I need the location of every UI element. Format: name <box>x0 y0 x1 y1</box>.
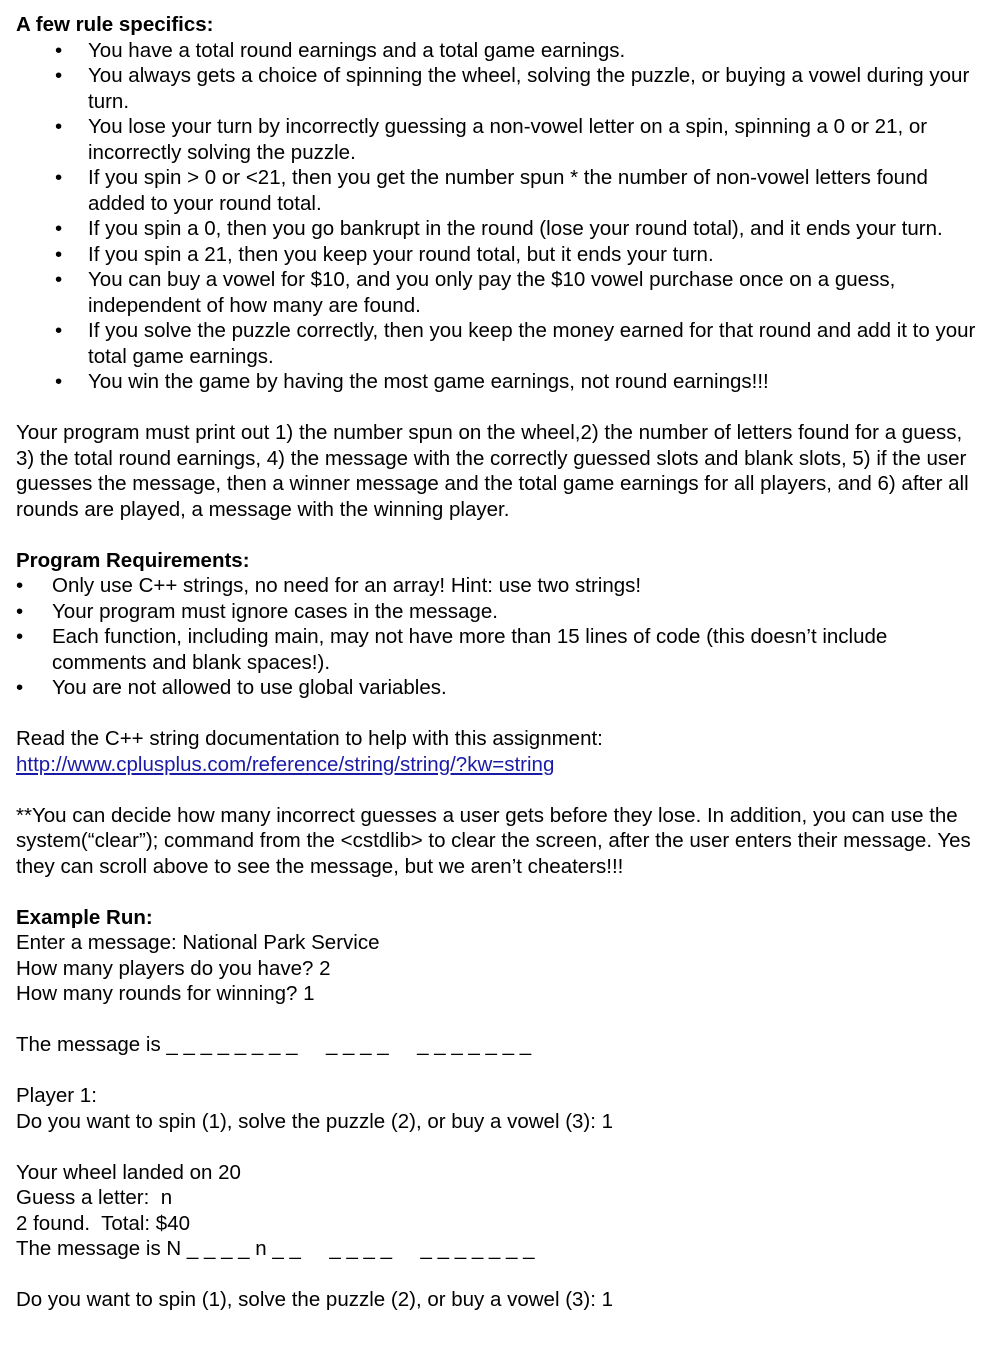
example-line: How many players do you have? 2 <box>16 956 331 980</box>
rule-item: • You have a total round earnings and a total game earnings. <box>16 38 976 64</box>
example-prompt: Do you want to spin (1), solve the puzzle (2), or buy a vowel (3): 1 <box>16 1288 614 1311</box>
rule-item: • If you solve the puzzle correctly, then you keep the money earned for that round and add it to your total game earnings. <box>16 318 976 369</box>
message-line: The message is N _ _ _ _ n _ _ _ _ _ _ _ _ _ _ _ _ _ <box>16 1237 535 1260</box>
rules-list <box>16 38 976 395</box>
document-page <box>16 12 976 1313</box>
example-line: How many rounds for winning? 1 <box>16 982 315 1005</box>
example-heading: Example Run: <box>16 905 153 929</box>
player-label: Player 1: <box>16 1084 97 1107</box>
rule-item: • You always gets a choice of spinning the wheel, solving the puzzle, or buying a vowel during your turn. <box>16 63 976 114</box>
docs-link[interactable]: http://www.cplusplus.com/reference/string/string/?kw=string <box>16 752 555 776</box>
requirements-heading: Program Requirements: <box>16 548 250 572</box>
requirement-item: • You are not allowed to use global variables. <box>16 675 976 701</box>
example-prompt: Do you want to spin (1), solve the puzzle (2), or buy a vowel (3): 1 <box>16 1109 614 1133</box>
rule-item: • You can buy a vowel for $10, and you only pay the $10 vowel purchase once on a guess, independent of how many are found. <box>16 267 976 318</box>
note-paragraph: **You can decide how many incorrect guesses a user gets before they lose. In addition, you can use the system(“clear”); command from the <cstdlib> to clear the screen, after the user enters their message. Yes they can scroll above to see the message, but we aren’t cheaters!!! <box>16 803 971 878</box>
docs-text: Read the C++ string documentation to help with this assignment: <box>16 727 603 750</box>
rule-item: • If you spin > 0 or <21, then you get the number spun * the number of non-vowel letters found added to your round total. <box>16 165 976 216</box>
requirement-item: • Each function, including main, may not have more than 15 lines of code (this doesn’t include comments and blank spaces!). <box>16 624 976 675</box>
example-line: Your wheel landed on 20 <box>16 1160 241 1184</box>
rules-heading: A few rule specifics: <box>16 13 214 36</box>
example-line: Guess a letter: n <box>16 1186 173 1209</box>
rule-item: • If you spin a 21, then you keep your round total, but it ends your turn. <box>16 242 976 268</box>
example-line: Enter a message: National Park Service <box>16 931 380 954</box>
output-paragraph: Your program must print out 1) the number spun on the wheel,2) the number of letters found for a guess, 3) the total round earnings, 4) the message with the correctly guessed slots and blank slots, 5) if the user guesses the message, then a winner message and the total game earnings for all players, and 6) after all rounds are played, a message with the winning player. <box>16 421 969 521</box>
requirement-item: • Your program must ignore cases in the message. <box>16 599 976 625</box>
requirement-item: • Only use C++ strings, no need for an array! Hint: use two strings! <box>16 573 976 599</box>
rule-item: • If you spin a 0, then you go bankrupt in the round (lose your round total), and it ends your turn. <box>16 216 976 242</box>
example-line: 2 found. Total: $40 <box>16 1211 191 1235</box>
message-line: The message is _ _ _ _ _ _ _ _ _ _ _ _ _ _ _ _ _ _ _ <box>16 1033 532 1056</box>
rule-item: • You lose your turn by incorrectly guessing a non-vowel letter on a spin, spinning a 0 or 21, or incorrectly solving the puzzle. <box>16 114 976 165</box>
requirements-list <box>16 573 976 701</box>
rule-item: • You win the game by having the most game earnings, not round earnings!!! <box>16 369 976 395</box>
